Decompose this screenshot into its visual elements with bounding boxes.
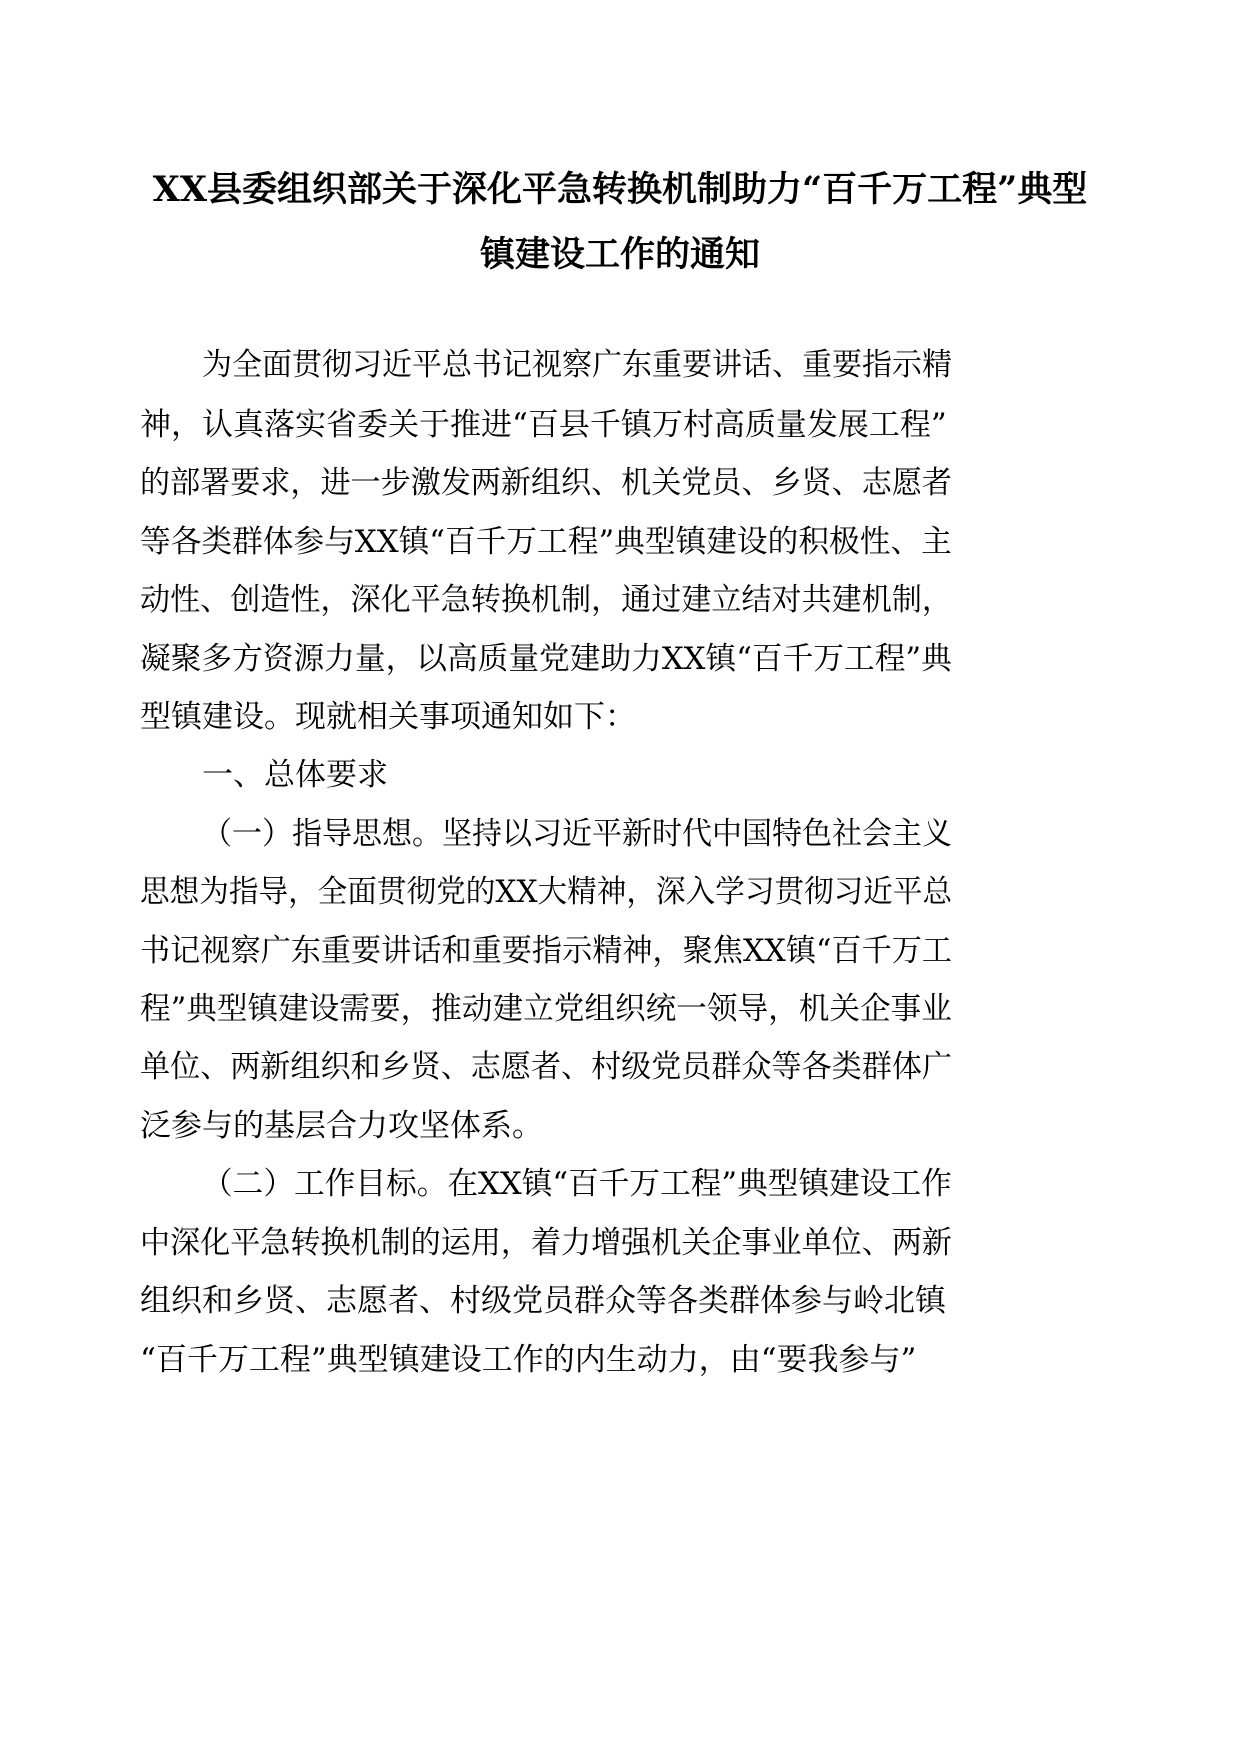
section-heading-1: 一、总体要求 [202,757,388,793]
body-line-10: 思想为指导，全面贯彻党的XX大精神，深入学习贯彻习近平总 [140,874,953,910]
body-line-11: 书记视察广东重要讲话和重要指示精神，聚焦XX镇“百千万工 [140,933,953,969]
body-line-7: 型镇建设。现就相关事项通知如下： [140,699,636,735]
body-line-12: 程”典型镇建设需要，推动建立党组织统一领导，机关企事业 [140,991,952,1027]
body-line-13: 单位、两新组织和乡贤、志愿者、村级党员群众等各类群体广 [140,1049,952,1085]
body-line-3: 的部署要求，进一步激发两新组织、机关党员、乡贤、志愿者 [140,465,952,501]
body-line-14: 泛参与的基层合力攻坚体系。 [140,1108,543,1144]
title-line-1: XX县委组织部关于深化平急转换机制助力“百千万工程”典型 [152,169,1088,210]
body-line-1: 为全面贯彻习近平总书记视察广东重要讲话、重要指示精 [202,347,952,383]
body-line-6: 凝聚多方资源力量，以高质量党建助力XX镇“百千万工程”典 [140,641,952,677]
body-line-17: 组织和乡贤、志愿者、村级党员群众等各类群体参与岭北镇 [140,1283,946,1319]
body-line-15: （二）工作目标。在XX镇“百千万工程”典型镇建设工作 [202,1166,952,1202]
body-line-5: 动性、创造性，深化平急转换机制，通过建立结对共建机制， [140,582,952,618]
body-line-18: “百千万工程”典型镇建设工作的内生动力，由“要我参与” [140,1342,917,1378]
body-line-4: 等各类群体参与XX镇“百千万工程”典型镇建设的积极性、主 [140,524,952,560]
title-line-2: 镇建设工作的通知 [479,234,760,275]
body-line-9: （一）指导思想。坚持以习近平新时代中国特色社会主义 [202,816,952,852]
body-line-2: 神，认真落实省委关于推进“百县千镇万村高质量发展工程” [140,407,947,443]
body-line-16: 中深化平急转换机制的运用，着力增强机关企事业单位、两新 [140,1225,952,1261]
